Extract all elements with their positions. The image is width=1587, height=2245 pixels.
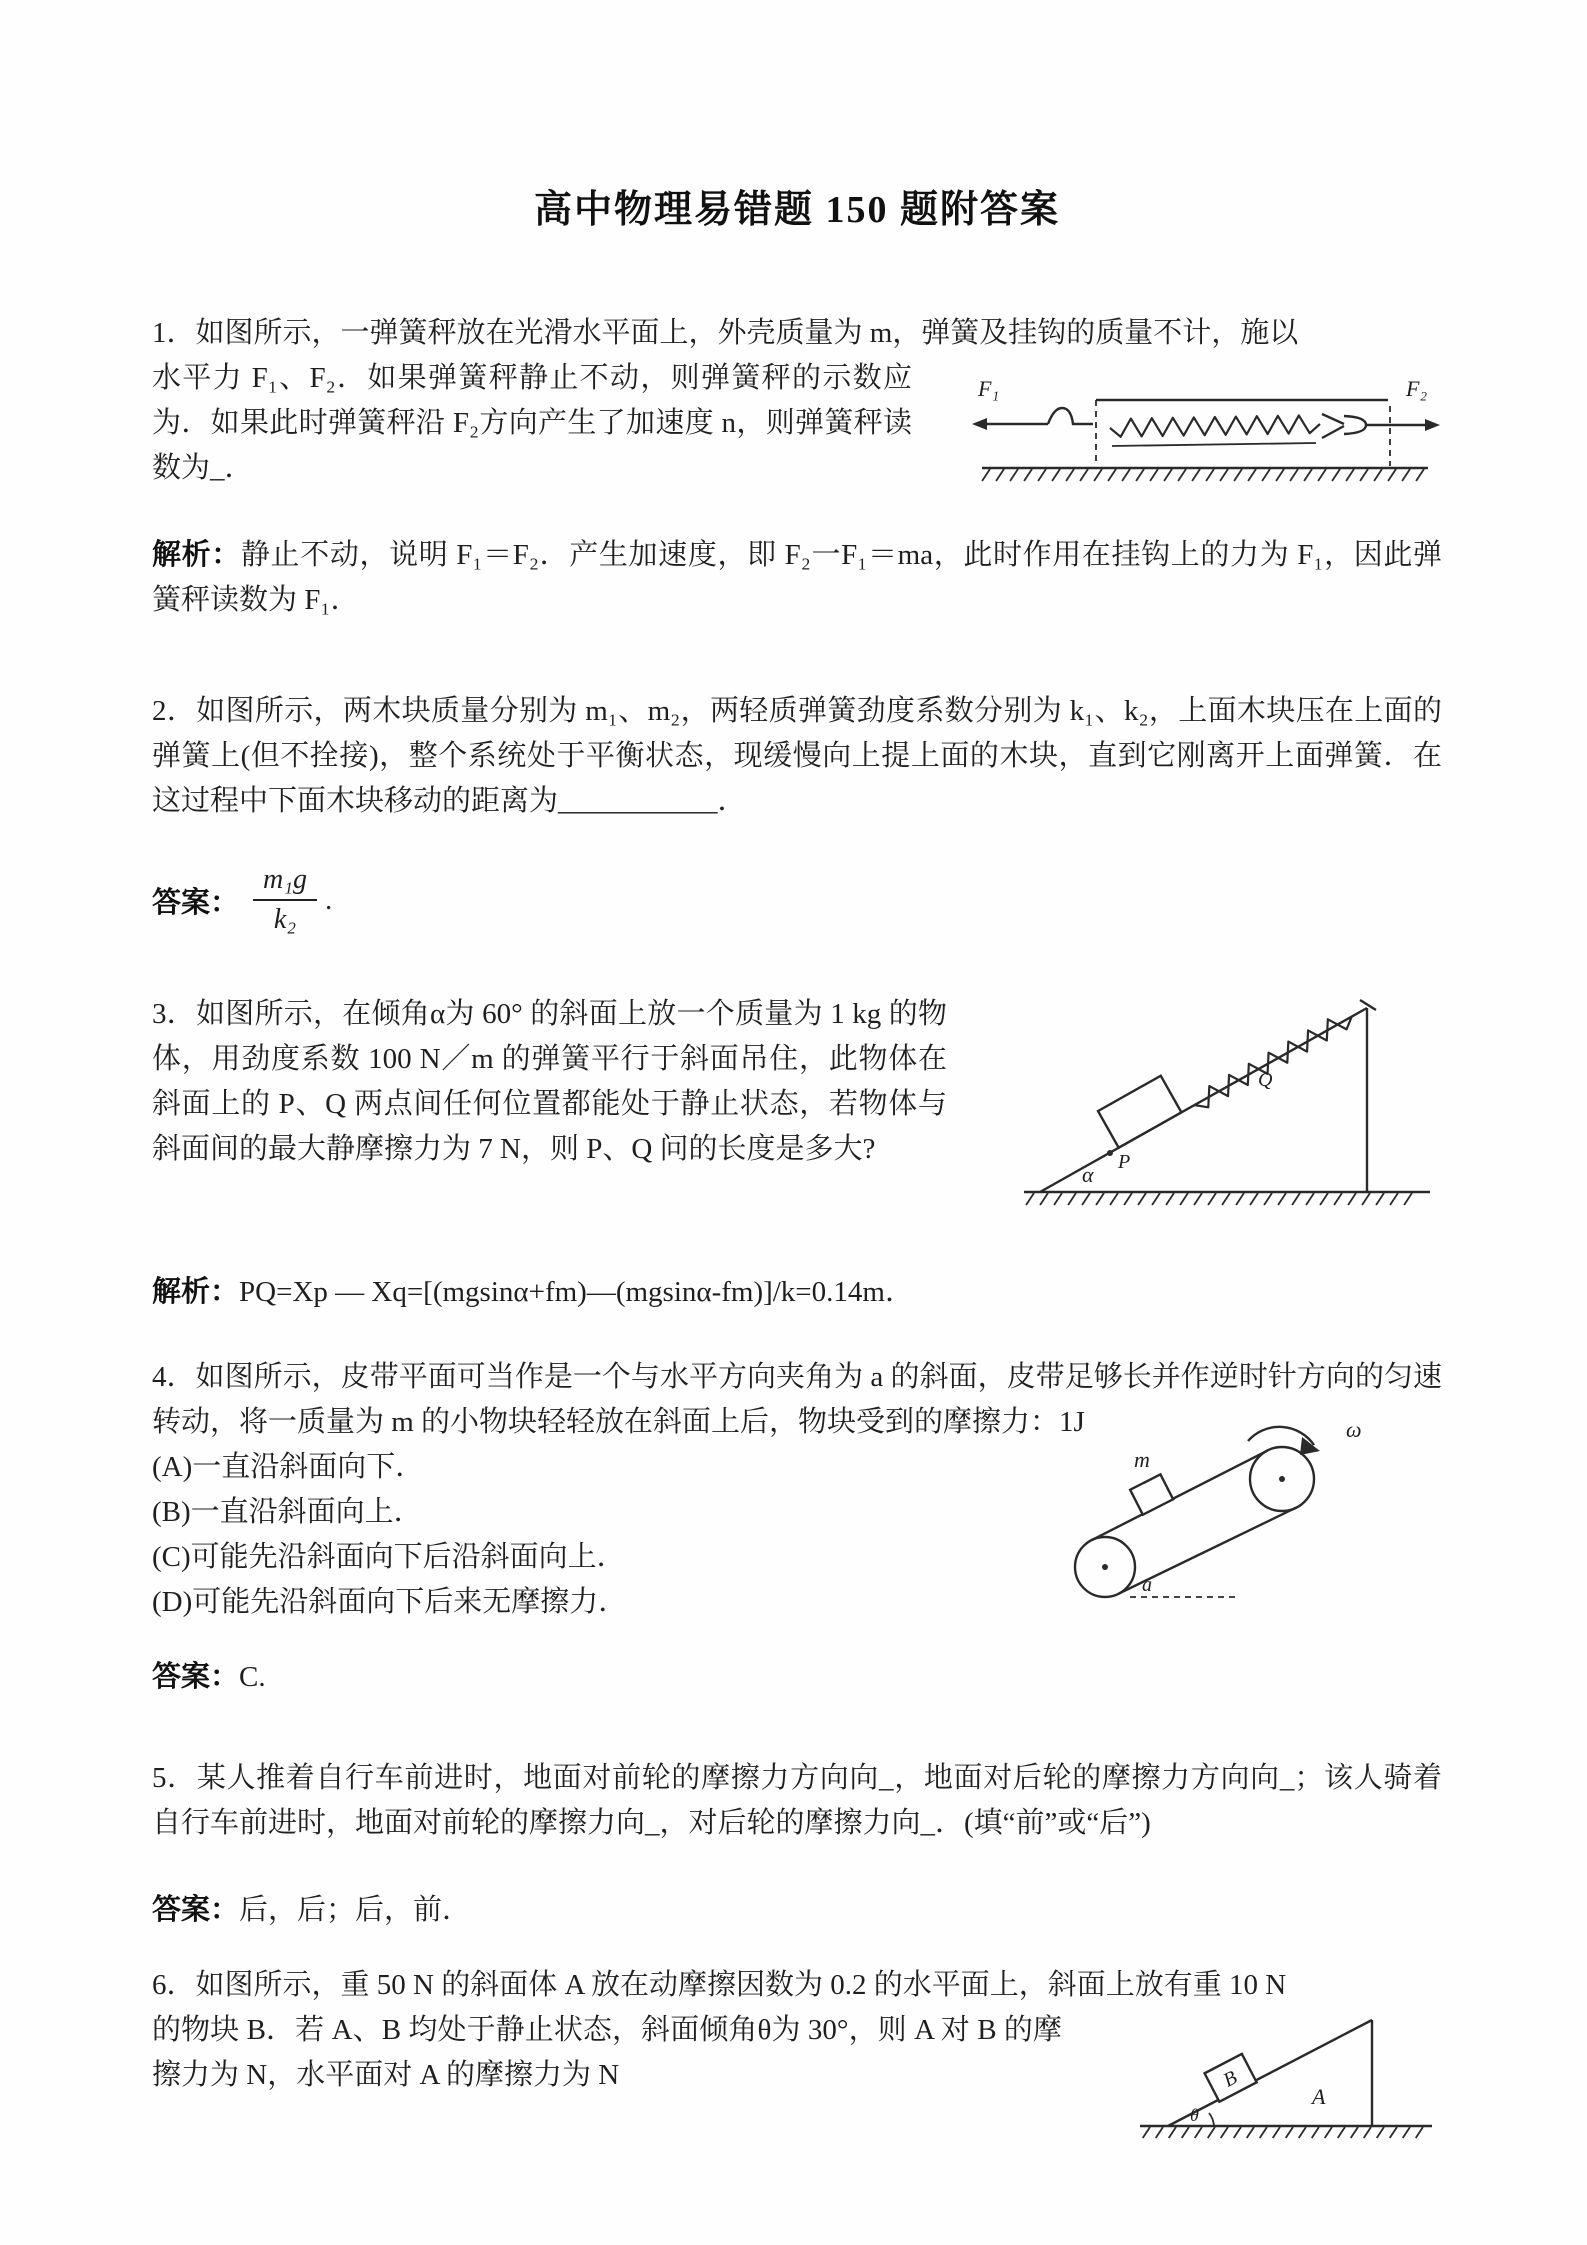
point-q-label: Q <box>1258 1069 1273 1091</box>
answer-4 <box>152 1655 1442 1700</box>
question-4-intro: 4．如图所示，皮带平面可当作是一个与水平方向夹角为 a 的斜面，皮带足够长并作逆时针方向的匀速转动，将一质量为 m 的小物块轻轻放在斜面上后，物块受到的摩擦力：1J <box>152 1361 1442 1438</box>
fraction-numerator: m₁g <box>253 863 317 901</box>
point-p-dot <box>1107 1150 1113 1156</box>
question-4-options <box>152 1445 1030 1625</box>
analysis-1 <box>152 533 1442 623</box>
incline-block-diagram <box>1140 1994 1442 2162</box>
answer-2-period: . <box>324 883 333 916</box>
page-title: 高中物理易错题 150 题附答案 <box>533 189 1060 231</box>
question-4 <box>152 1355 1442 1629</box>
answer-2 <box>152 844 1442 956</box>
question-1-row <box>152 356 1442 491</box>
analysis-3-label: 解析： <box>152 1276 240 1308</box>
question-1 <box>152 311 1442 491</box>
answer-4-label: 答案： <box>152 1661 240 1693</box>
angle-a-label: a <box>1142 1574 1152 1596</box>
left-hook <box>1048 408 1093 424</box>
option-d: (D)可能先沿斜面向下后来无摩擦力． <box>152 1586 628 1618</box>
answer-4-text: C. <box>239 1661 266 1693</box>
right-arrowhead <box>1425 419 1440 431</box>
belt-upper-side <box>1092 1450 1268 1540</box>
analysis-1-text: 静止不动，说明 F₁＝F₂．产生加速度，即 F₂一F₁＝ma，此时作用在挂钩上的力为 F₁，因此弹簧秤读数为 F₁． <box>152 539 1442 616</box>
lower-pulley-center <box>1102 1564 1108 1570</box>
option-b: (B)一直沿斜面向上． <box>152 1496 423 1528</box>
incline-spring-diagram <box>1022 964 1442 1226</box>
answer-5-label: 答案： <box>152 1894 240 1926</box>
option-c: (C)可能先沿斜面向下后沿斜面向上． <box>152 1541 626 1573</box>
belt-conveyor-diagram <box>1030 1415 1372 1629</box>
question-2 <box>152 689 1442 956</box>
question-1-line1: 1．如图所示，一弹簧秤放在光滑水平面上，外壳质量为 m，弹簧及挂钩的质量不计，施以 <box>152 317 1299 349</box>
analysis-1-label: 解析： <box>152 539 241 571</box>
scale-body-line <box>1112 443 1316 446</box>
question-1-text: 水平力 F₁、F₂．如果弹簧秤静止不动，则弹簧秤的示数应为．如果此时弹簧秤沿 F₂方向产生了加速度 n，则弹簧秤读数为_． <box>152 362 912 484</box>
question-5-text: 5．某人推着自行车前进时，地面对前轮的摩擦力方向向_，地面对后轮的摩擦力方向向_；该人骑着自行车前进时，地面对前轮的摩擦力向_，对后轮的摩擦力向_．(填“前”或“后”) <box>152 1762 1442 1839</box>
force-f2-label: F₂ <box>1406 376 1428 401</box>
right-hook <box>1344 416 1366 434</box>
mass-m-label: m <box>1134 1447 1150 1472</box>
fraction-denominator: k₂ <box>273 904 297 935</box>
spring-coil <box>1110 415 1320 436</box>
analysis-3-text: PQ=Xp — Xq=[(mgsinα+fm)—(mgsinα-fm)]/k=0.14m． <box>239 1276 914 1308</box>
point-p-label: P <box>1118 1151 1131 1173</box>
answer-2-fraction <box>253 863 317 936</box>
wedge-a-label: A <box>1312 2084 1326 2109</box>
question-6 <box>152 1963 1442 2162</box>
ground-hatching <box>1143 2127 1423 2138</box>
ground-hatching <box>1026 1193 1412 1205</box>
theta-label: θ <box>1190 2105 1199 2125</box>
theta-arc <box>1209 2113 1214 2126</box>
block-b-label: B <box>1219 2066 1241 2092</box>
spring-scale-diagram <box>970 366 1442 484</box>
omega-label: ω <box>1346 1417 1362 1442</box>
answer-5 <box>152 1888 1442 1933</box>
ground-hatching <box>982 469 1424 481</box>
question-4-row <box>152 1417 1442 1629</box>
block-on-incline <box>1098 1076 1181 1148</box>
analysis-3 <box>152 1270 1442 1315</box>
force-f1-label: F₁ <box>978 376 1000 401</box>
alpha-label: α <box>1082 1162 1094 1187</box>
answer-2-label: 答案： <box>152 886 240 919</box>
question-6-line1: 6．如图所示，重 50 N 的斜面体 A 放在动摩擦因数为 0.2 的水平面上，斜面上放有重 10 N <box>152 1969 1287 2001</box>
question-6-text: 的物块 B．若 A、B 均处于静止状态，斜面倾角θ为 30°，则 A 对 B 的摩擦力为 N，水平面对 A 的摩擦力为 N <box>152 2014 1062 2091</box>
question-5 <box>152 1756 1442 1933</box>
option-a: (A)一直沿斜面向下． <box>152 1451 425 1483</box>
question-3-text: 3．如图所示，在倾角α为 60° 的斜面上放一个质量为 1 kg 的物体，用劲度系数 100 N／m 的弹簧平行于斜面吊住，此物体在斜面上的 P、Q 两点间任何位置都能处于静止状态，若物体与斜面间的最大静摩擦力为 7 N，则 P、Q 问的长度是多大? <box>152 998 947 1165</box>
upper-pulley-center <box>1279 1476 1285 1482</box>
block-m <box>1130 1474 1173 1514</box>
answer-5-text: 后，后；后，前． <box>239 1894 472 1926</box>
question-6-row <box>152 2008 1442 2162</box>
question-3 <box>152 992 1442 1226</box>
right-hook-bracket <box>1322 414 1344 438</box>
question-2-text: 2．如图所示，两木块质量分别为 m₁、m₂，两轻质弹簧劲度系数分别为 k₁、k₂，上面木块压在上面的弹簧上(但不拴接)，整个系统处于平衡状态，现缓慢向上提上面的木块，直到它刚离开上面弹簧．在这过程中下面木块移动的距离为___________． <box>152 695 1442 817</box>
block-b <box>1205 2054 1257 2102</box>
